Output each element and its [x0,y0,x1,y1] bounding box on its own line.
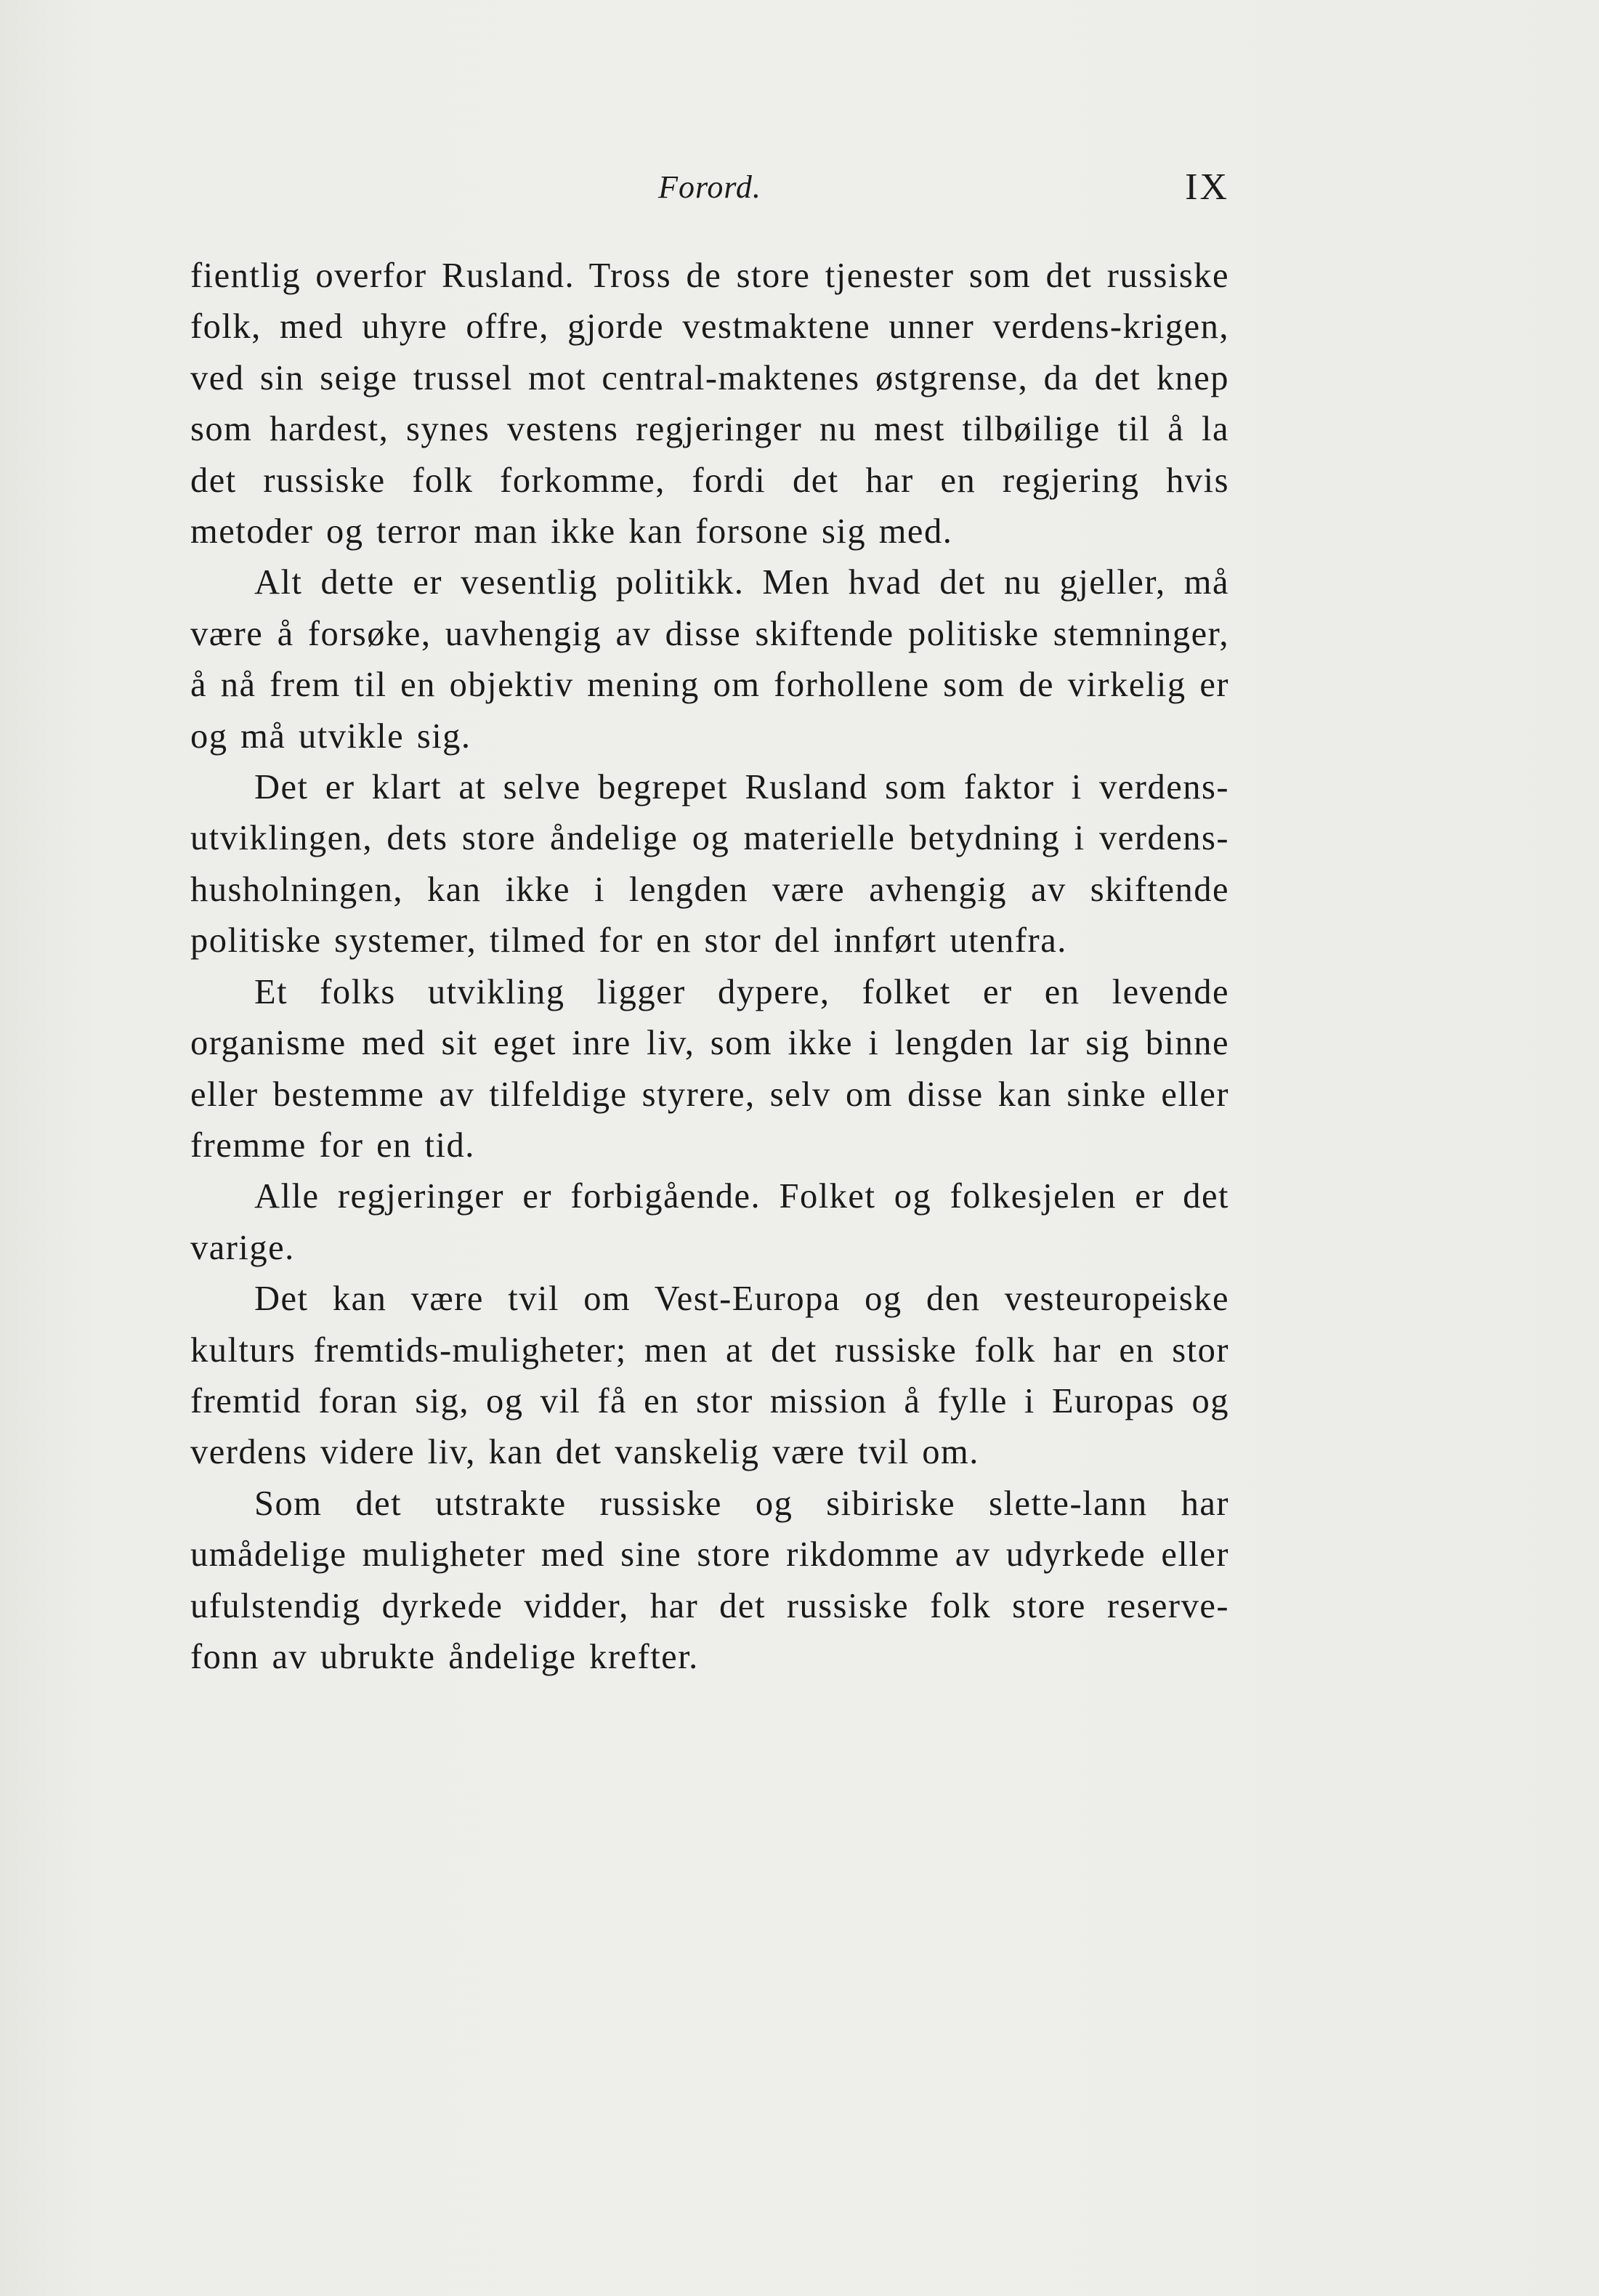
paragraph-1: fientlig overfor Rusland. Tross de store tjenester som det russiske folk, med uhyre offre, gjorde vestmaktene unner verdens-krigen, ved sin seige trussel mot central-maktenes østgrense, da det knep som hardest, synes vestens regjeringer nu mest tilbøilige til å la det russiske folk forkomme, fordi det har en regjering hvis metoder og terror man ikke kan forsone sig med. [190,256,1229,551]
paragraph-3: Det er klart at selve begrepet Rusland som faktor i verdens-utviklingen, dets store åndelige og materielle betydning i verdens-husholningen, kan ikke i lengden være avhengig av skiftende politiske systemer, tilmed for en stor del innført utenfra. [190,768,1229,961]
paragraph-5: Alle regjeringer er forbigående. Folket og folkesjelen er det varige. [190,1177,1229,1267]
paragraph-4: Et folks utvikling ligger dypere, folket er en levende organisme med sit eget inre liv, som ikke i lengden lar sig binne eller bestemme av tilfeldige styrere, selv om disse kan sinke eller fremme for en tid. [190,972,1229,1165]
paragraph-7: Som det utstrakte russiske og sibiriske slette-lann har umådelige muligheter med sine store rikdomme av udyrkede eller ufulstendig dyrkede vidder, har det russiske folk store reserve-fonn av ubrukte åndelige krefter. [190,1484,1229,1676]
paragraph-6: Det kan være tvil om Vest-Europa og den vesteuropeiske kulturs fremtids-muligheter; men at det russiske folk har en stor fremtid foran sig, og vil få en stor mission å fylle i Europas og verdens videre liv, kan det vanskelig være tvil om. [190,1280,1229,1472]
body-text [190,251,1229,1683]
running-title: Forord. [658,169,761,205]
page-number: IX [1185,166,1229,208]
running-head [190,166,1229,217]
paragraph-2: Alt dette er vesentlig politikk. Men hvad det nu gjeller, må være å forsøke, uavhengig av disse skiftende politiske stemninger, å nå frem til en objektiv mening om forhollene som de virkelig er og må utvikle sig. [190,563,1229,756]
